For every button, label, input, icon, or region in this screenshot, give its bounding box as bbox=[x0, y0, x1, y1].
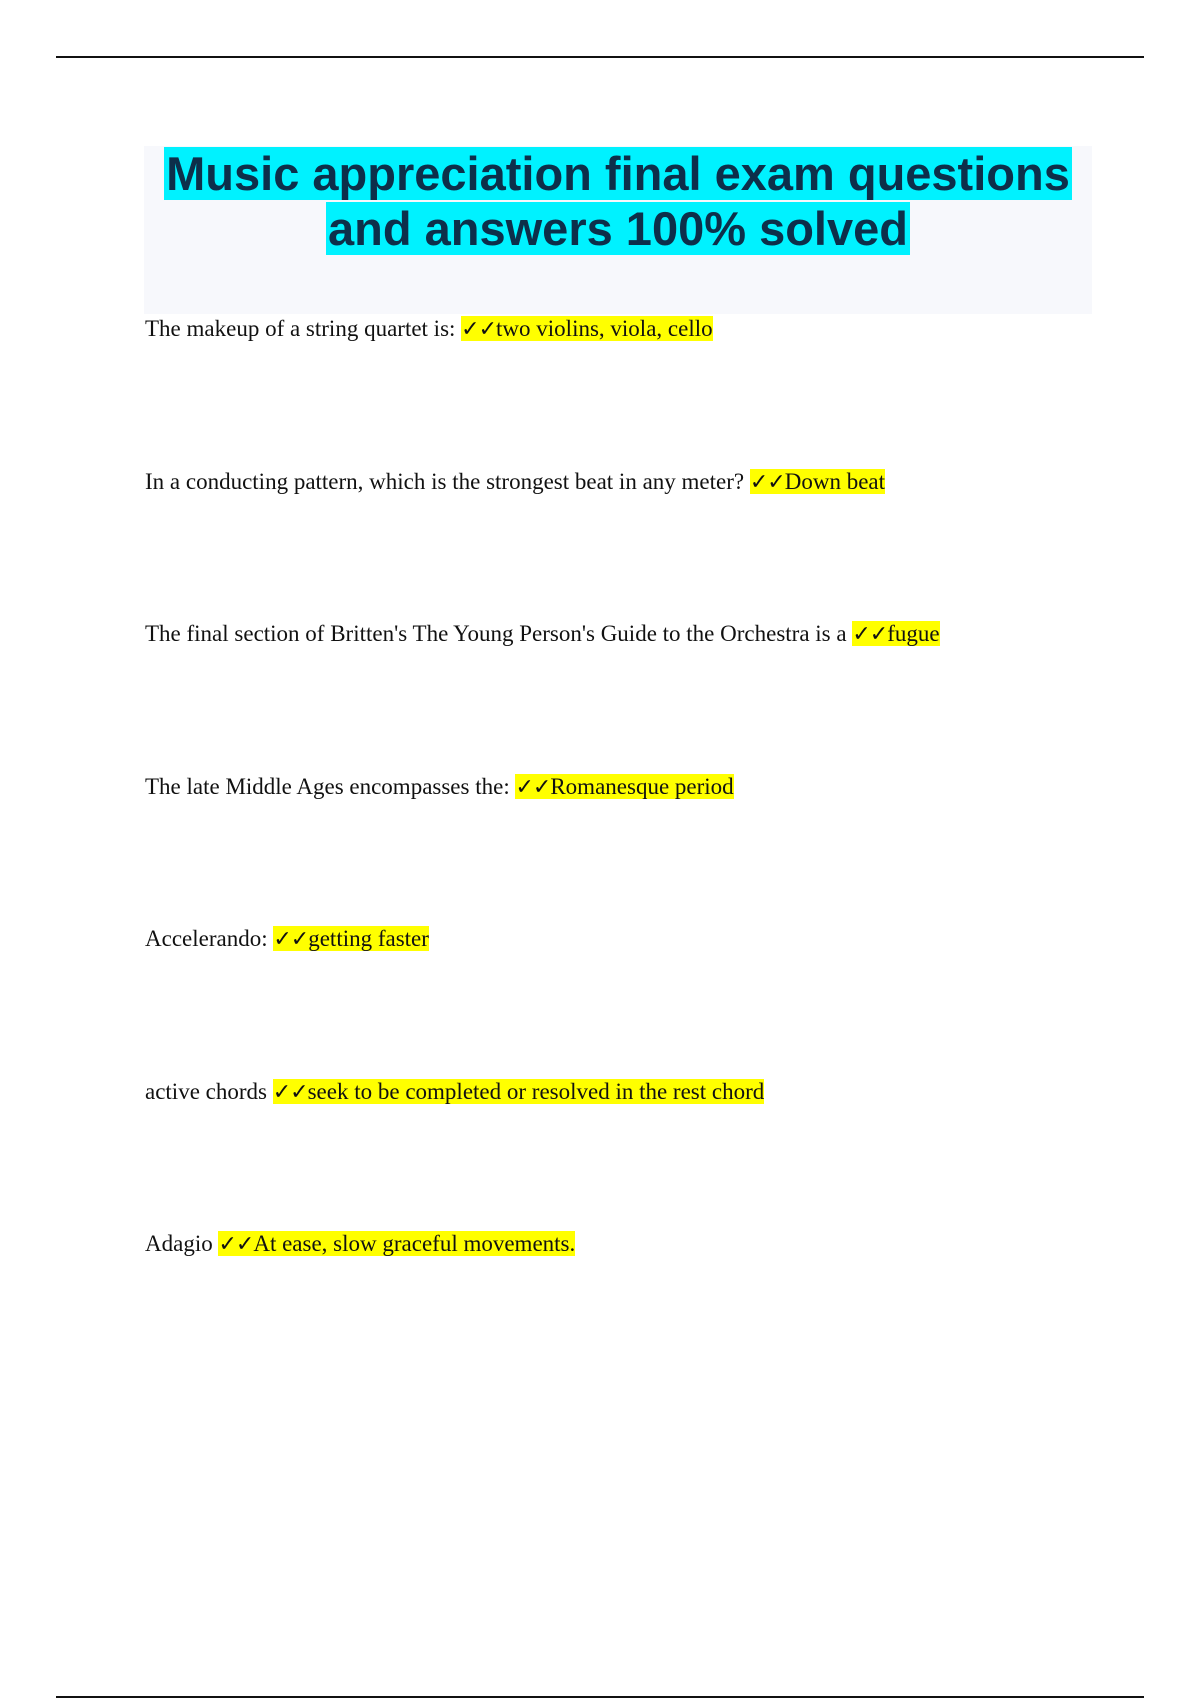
check-icon: ✓✓ bbox=[461, 317, 497, 342]
answer-highlight bbox=[461, 316, 712, 341]
check-icon: ✓✓ bbox=[272, 1080, 308, 1105]
answer-text: seek to be completed or resolved in the rest chord bbox=[307, 1079, 765, 1104]
question-text: In a conducting pattern, which is the strongest beat in any meter? bbox=[145, 469, 750, 494]
answer-highlight bbox=[852, 621, 939, 646]
header-rule bbox=[56, 56, 1144, 58]
check-icon: ✓✓ bbox=[218, 1232, 254, 1257]
check-icon: ✓✓ bbox=[273, 927, 309, 952]
qa-item-1 bbox=[145, 314, 713, 345]
qa-item-6 bbox=[145, 1077, 764, 1108]
answer-highlight bbox=[273, 926, 429, 951]
qa-item-2 bbox=[145, 467, 885, 498]
question-text: The final section of Britten's The Young Person's Guide to the Orchestra is a bbox=[145, 621, 853, 646]
answer-text: Romanesque period bbox=[550, 774, 734, 799]
answer-text: At ease, slow graceful movements. bbox=[253, 1231, 576, 1256]
qa-item-4 bbox=[145, 772, 734, 803]
footer-rule bbox=[56, 1696, 1144, 1698]
answer-highlight bbox=[515, 774, 733, 799]
check-icon: ✓✓ bbox=[852, 622, 888, 647]
answer-highlight bbox=[273, 1079, 765, 1104]
answer-text: getting faster bbox=[308, 926, 429, 951]
qa-item-7 bbox=[145, 1229, 575, 1260]
qa-item-3 bbox=[145, 619, 940, 650]
title-block bbox=[144, 146, 1092, 314]
question-text: active chords bbox=[145, 1079, 273, 1104]
answer-text: Down beat bbox=[784, 469, 885, 494]
answer-text: two violins, viola, cello bbox=[496, 316, 713, 341]
answer-highlight bbox=[218, 1231, 575, 1256]
answer-text: fugue bbox=[887, 621, 940, 646]
question-text: The makeup of a string quartet is: bbox=[145, 316, 462, 341]
check-icon: ✓✓ bbox=[515, 775, 551, 800]
question-text: Adagio bbox=[145, 1231, 219, 1256]
question-text: Accelerando: bbox=[145, 926, 274, 951]
page-title-line-1: Music appreciation final exam questions bbox=[166, 147, 1070, 200]
check-icon: ✓✓ bbox=[749, 470, 785, 495]
page-title-line-2: and answers 100% solved bbox=[328, 202, 908, 255]
question-text: The late Middle Ages encompasses the: bbox=[145, 774, 516, 799]
answer-highlight bbox=[750, 469, 885, 494]
qa-item-5 bbox=[145, 924, 429, 955]
